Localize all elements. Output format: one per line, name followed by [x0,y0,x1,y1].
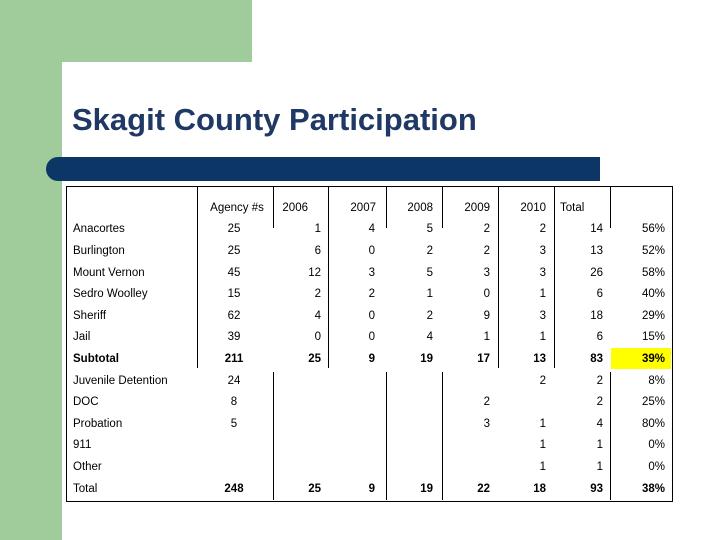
cell-jail-2: 0 [368,331,375,343]
cell-911-5: 1 [539,439,546,451]
row-label-911: 911 [73,439,92,451]
cell-burlington-6: 13 [590,245,603,257]
cell-sheriff-3: 2 [426,310,433,322]
header-total: Total [560,202,585,214]
title-underline-bar [46,157,600,181]
column-divider [386,186,387,228]
cell-burlington-3: 2 [426,245,433,257]
cell-sheriff-0: 62 [227,310,241,322]
cell-jail-4: 1 [483,331,490,343]
cell-burlington-4: 2 [483,245,490,257]
cell-doc-7: 25% [641,396,665,408]
row-label-subtotal: Subtotal [73,353,119,365]
slide-title: Skagit County Participation [72,102,477,137]
cell-jail-5: 1 [539,331,546,343]
row-label-juvenile-detention: Juvenile Detention [73,375,168,387]
column-divider [610,372,611,500]
column-divider [610,186,611,228]
cell-other-6: 1 [596,461,603,473]
header-2007: 2007 [350,202,376,214]
cell-total-6: 93 [590,483,603,495]
column-divider [328,186,329,368]
cell-total-7: 38% [641,483,665,495]
cell-911-7: 0% [648,439,665,451]
cell-sedro-woolley-7: 40% [641,288,665,300]
cell-probation-6: 4 [596,418,603,430]
cell-anacortes-1: 1 [314,223,321,235]
green-left-band [0,0,62,540]
column-divider [554,186,555,368]
cell-burlington-0: 25 [227,245,241,257]
cell-burlington-1: 6 [314,245,321,257]
cell-total-2: 9 [368,483,375,495]
cell-mount-vernon-3: 5 [426,267,433,279]
cell-mount-vernon-4: 3 [483,267,490,279]
cell-subtotal-1: 25 [308,353,321,365]
row-label-probation: Probation [73,418,123,430]
header-2009: 2009 [464,202,490,214]
cell-jail-0: 39 [227,331,241,343]
cell-sheriff-2: 0 [368,310,375,322]
cell-doc-4: 2 [483,396,490,408]
cell-burlington-2: 0 [368,245,375,257]
header-2008: 2008 [407,202,433,214]
column-divider [442,186,443,228]
cell-total-4: 22 [477,483,490,495]
cell-probation-5: 1 [539,418,546,430]
cell-sedro-woolley-4: 0 [483,288,490,300]
cell-sedro-woolley-1: 2 [314,288,321,300]
column-divider [197,186,198,368]
cell-subtotal-6: 83 [590,353,603,365]
cell-mount-vernon-5: 3 [539,267,546,279]
row-label-sheriff: Sheriff [73,310,107,322]
cell-probation-4: 3 [483,418,490,430]
cell-anacortes-2: 4 [368,223,375,235]
cell-juvenile-detention-6: 2 [596,375,603,387]
cell-probation-0: 5 [230,418,238,430]
column-divider [498,186,499,368]
cell-mount-vernon-2: 3 [368,267,375,279]
cell-total-3: 19 [420,483,433,495]
cell-probation-7: 80% [641,418,665,430]
row-label-burlington: Burlington [73,245,125,257]
cell-sedro-woolley-5: 1 [539,288,546,300]
cell-burlington-5: 3 [539,245,546,257]
cell-juvenile-detention-5: 2 [539,375,546,387]
cell-doc-0: 8 [230,396,238,408]
cell-subtotal-7: 39% [641,353,665,365]
cell-sedro-woolley-0: 15 [227,288,241,300]
row-label-sedro-woolley: Sedro Woolley [73,288,148,300]
cell-juvenile-detention-0: 24 [227,375,241,387]
cell-subtotal-3: 19 [420,353,433,365]
cell-total-0: 248 [224,483,244,495]
cell-total-5: 18 [533,483,546,495]
cell-anacortes-0: 25 [227,223,241,235]
row-label-other: Other [73,461,102,473]
cell-total-1: 25 [308,483,321,495]
cell-911-6: 1 [596,439,603,451]
cell-mount-vernon-1: 12 [308,267,321,279]
cell-anacortes-4: 2 [483,223,490,235]
cell-anacortes-3: 5 [426,223,433,235]
cell-mount-vernon-0: 45 [227,267,241,279]
row-label-mount-vernon: Mount Vernon [73,267,145,279]
column-divider [273,372,274,500]
cell-jail-1: 0 [314,331,321,343]
cell-juvenile-detention-7: 8% [648,375,665,387]
column-divider [442,372,443,500]
cell-sheriff-6: 18 [590,310,603,322]
row-label-anacortes: Anacortes [73,223,125,235]
cell-other-5: 1 [539,461,546,473]
row-label-jail: Jail [73,331,91,343]
cell-subtotal-4: 17 [477,353,490,365]
cell-subtotal-2: 9 [368,353,375,365]
cell-subtotal-5: 13 [533,353,546,365]
participation-table [66,186,673,502]
cell-doc-6: 2 [596,396,603,408]
cell-jail-3: 4 [426,331,433,343]
cell-anacortes-6: 14 [590,223,603,235]
cell-jail-7: 15% [641,331,665,343]
cell-anacortes-5: 2 [539,223,546,235]
header-2006: 2006 [282,202,308,214]
column-divider [273,186,274,228]
cell-burlington-7: 52% [641,245,665,257]
column-divider [386,372,387,500]
cell-subtotal-0: 211 [224,353,244,365]
cell-anacortes-7: 56% [641,223,665,235]
row-label-total: Total [73,483,98,495]
header-agency: Agency #s [210,202,264,214]
row-label-doc: DOC [73,396,99,408]
cell-mount-vernon-7: 58% [641,267,665,279]
cell-sedro-woolley-2: 2 [368,288,375,300]
header-2010: 2010 [520,202,546,214]
cell-other-7: 0% [648,461,665,473]
cell-sheriff-5: 3 [539,310,546,322]
cell-mount-vernon-6: 26 [590,267,603,279]
cell-sheriff-1: 4 [314,310,321,322]
cell-jail-6: 6 [596,331,603,343]
cell-sheriff-7: 29% [641,310,665,322]
cell-sheriff-4: 9 [483,310,490,322]
cell-sedro-woolley-6: 6 [596,288,603,300]
cell-sedro-woolley-3: 1 [426,288,433,300]
